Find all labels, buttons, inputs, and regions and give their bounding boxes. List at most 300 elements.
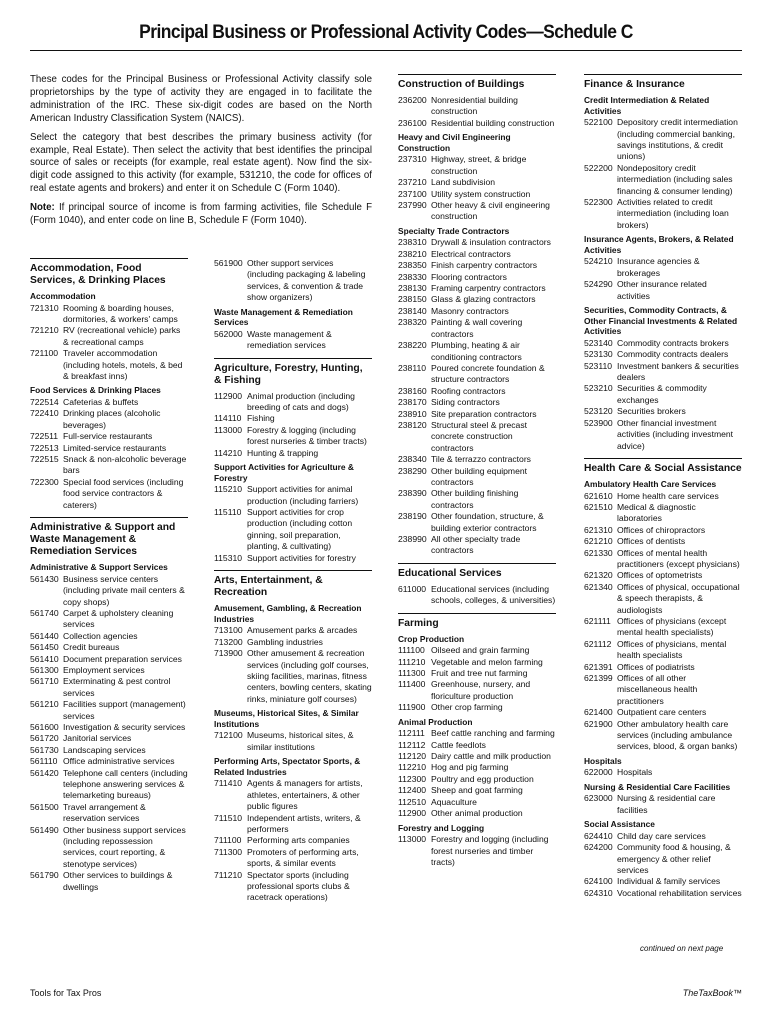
- code-entry: [584, 582, 742, 616]
- activity-description: Offices of optometrists: [617, 570, 703, 581]
- code-entry: [214, 835, 372, 846]
- activity-code: 621310: [584, 524, 613, 535]
- code-entry: [30, 654, 188, 665]
- activity-description: Securities & commodity exchanges: [617, 383, 707, 405]
- column-4: [584, 68, 742, 899]
- activity-code: 523900: [584, 417, 613, 428]
- code-entry: [398, 260, 556, 271]
- code-entry: [398, 774, 556, 785]
- activity-code: 722515: [30, 454, 59, 465]
- activity-description: RV (recreational vehicle) parks & recreational camps: [63, 325, 181, 347]
- activity-description: Structural steel & precast concrete construction contractors: [431, 419, 528, 453]
- activity-code: 237100: [398, 188, 427, 199]
- code-entry: [30, 756, 188, 767]
- activity-code: 237310: [398, 154, 427, 165]
- code-entry: [398, 118, 556, 129]
- activity-description: Full-service restaurants: [63, 431, 153, 442]
- activity-code: 722513: [30, 442, 59, 453]
- code-entry: [214, 637, 372, 648]
- code-entry: [398, 249, 556, 260]
- subsection-heading: Credit Intermediation & Related Activities: [584, 95, 710, 116]
- activity-description: Offices of physicians (except mental health specialists): [617, 615, 727, 638]
- activity-code: 111400: [398, 679, 426, 690]
- activity-description: Facilities support (management) services: [63, 699, 186, 721]
- activity-code: 112111: [398, 728, 425, 739]
- activity-code: 621340: [584, 581, 613, 592]
- activity-code: 523120: [584, 406, 613, 417]
- code-entry: [30, 574, 188, 608]
- code-entry: [30, 802, 188, 825]
- activity-description: Independent artists, writers, & performers: [247, 812, 361, 834]
- activity-description: Animal production (including breeding of cats and dogs): [247, 390, 355, 413]
- activity-description: Utility system construction: [431, 188, 531, 199]
- code-entry: [398, 154, 556, 177]
- activity-code: 711300: [214, 846, 243, 857]
- activity-code: 238110: [398, 362, 427, 373]
- activity-description: Business service centers (including private mail centers & copy shops): [63, 573, 185, 607]
- code-entry: [398, 386, 556, 397]
- code-entry: [584, 418, 742, 452]
- activity-code: 721310: [30, 302, 59, 313]
- code-entry: [584, 383, 742, 406]
- activity-code: 624100: [584, 876, 613, 887]
- activity-code: 238190: [398, 511, 427, 522]
- code-entry: [398, 785, 556, 796]
- section-heading: Arts, Entertainment, & Recreation: [214, 570, 372, 599]
- activity-code: 112510: [398, 796, 427, 807]
- code-entry: [30, 477, 188, 511]
- code-entry: [214, 553, 372, 564]
- code-entry: [214, 413, 372, 424]
- code-entry: [398, 397, 556, 408]
- activity-description: Hog and pig farming: [431, 762, 509, 773]
- activity-description: Community food & housing, & emergency & other relief services: [617, 842, 731, 876]
- code-entry: [584, 502, 742, 525]
- subsection-heading: Food Services & Drinking Places: [30, 385, 161, 396]
- code-entry: [30, 431, 188, 442]
- activity-description: Offices of physicians, mental health specialists: [617, 638, 727, 661]
- note-text: If principal source of income is from farming activities, file Schedule F (Form 1040), and enter code on line B, Schedule F (Form 1040).: [30, 202, 372, 227]
- activity-code: 561210: [30, 699, 59, 710]
- code-entry: [398, 95, 556, 118]
- code-entry: [584, 349, 742, 360]
- code-entry: [584, 767, 742, 778]
- activity-code: 238910: [398, 408, 427, 419]
- code-entry: [398, 454, 556, 465]
- code-entry: [30, 397, 188, 408]
- subsection-heading: Heavy and Civil Engineering Construction: [398, 132, 511, 153]
- activity-code: 621320: [584, 570, 613, 581]
- code-entry: [398, 340, 556, 363]
- activity-code: 713100: [214, 625, 243, 636]
- activity-description: Land subdivision: [431, 177, 496, 188]
- code-entry: [214, 625, 372, 636]
- section-heading: Accommodation, Food Services, & Drinking Places: [30, 258, 188, 287]
- activity-code: 622000: [584, 767, 613, 778]
- code-entry: [214, 258, 372, 304]
- code-entry: [584, 338, 742, 349]
- code-entry: [398, 466, 556, 489]
- activity-description: Other support services (including packaging & labeling services, & convention & trade show organizers): [247, 258, 366, 303]
- activity-code: 238290: [398, 465, 427, 476]
- activity-code: 237210: [398, 177, 427, 188]
- activity-description: Support activities for forestry: [247, 552, 356, 563]
- activity-code: 624310: [584, 887, 613, 898]
- activity-description: Waste management & remediation services: [247, 328, 332, 351]
- subsection-heading: Administrative & Support Services: [30, 562, 168, 573]
- activity-description: Exterminating & pest control services: [63, 676, 171, 698]
- activity-code: 561740: [30, 607, 59, 618]
- code-entry: [398, 283, 556, 294]
- activity-code: 238390: [398, 488, 427, 499]
- activity-description: Other building finishing contractors: [431, 488, 519, 510]
- section-heading: Farming: [398, 613, 556, 630]
- activity-code: 238320: [398, 317, 427, 328]
- code-entry: [584, 793, 742, 816]
- activity-description: Drinking places (alcoholic beverages): [63, 408, 161, 430]
- code-entry: [214, 425, 372, 448]
- activity-code: 236100: [398, 117, 427, 128]
- subsection-heading: Animal Production: [398, 716, 473, 727]
- activity-description: Offices of dentists: [617, 536, 686, 547]
- activity-code: 621111: [584, 615, 611, 626]
- activity-description: Document preparation services: [63, 653, 182, 664]
- activity-code: 624200: [584, 842, 613, 853]
- activity-code: 721210: [30, 325, 59, 336]
- code-entry: [214, 847, 372, 870]
- subsection-heading: Accommodation: [30, 291, 96, 301]
- code-entry: [398, 363, 556, 386]
- activity-code: 721100: [30, 348, 59, 359]
- code-entry: [30, 454, 188, 477]
- activity-description: Fishing: [247, 413, 275, 424]
- activity-description: Other business support services (including repossession services, court reporting, & stenotype services): [63, 824, 186, 869]
- activity-code: 722300: [30, 476, 59, 487]
- code-entry: [30, 608, 188, 631]
- activity-code: 722410: [30, 408, 59, 419]
- activity-description: Activities related to credit intermediation (including loan brokers): [617, 197, 729, 230]
- activity-code: 112400: [398, 785, 427, 796]
- activity-code: 522100: [584, 117, 613, 128]
- code-entry: [398, 645, 556, 656]
- code-entry: [584, 525, 742, 536]
- activity-code: 713200: [214, 636, 243, 647]
- subsection-heading: Museums, Historical Sites, & Similar Institutions: [214, 708, 359, 729]
- code-entry: [30, 631, 188, 642]
- code-entry: [398, 751, 556, 762]
- activity-code: 112112: [398, 739, 426, 750]
- activity-code: 113000: [214, 424, 243, 435]
- activity-code: 523210: [584, 383, 613, 394]
- activity-description: Forestry & logging (including forest nurseries & timber tracts): [247, 424, 367, 447]
- activity-code: 111210: [398, 656, 426, 667]
- code-entry: [398, 740, 556, 751]
- activity-description: Roofing contractors: [431, 385, 506, 396]
- activity-description: Gambling industries: [247, 636, 323, 647]
- activity-description: Offices of physical, occupational & speech therapists, & audiologists: [617, 581, 740, 615]
- activity-description: Cafeterias & buffets: [63, 397, 139, 408]
- subsection-heading: Support Activities for Agriculture & Forestry: [214, 462, 354, 483]
- activity-code: 112120: [398, 751, 427, 762]
- subsection-heading: Performing Arts, Spectator Sports, & Related Industries: [214, 756, 361, 777]
- activity-code: 522300: [584, 197, 613, 208]
- activity-code: 561710: [30, 676, 59, 687]
- activity-code: 523110: [584, 360, 613, 371]
- activity-description: Sheep and goat farming: [431, 785, 523, 796]
- code-entry: [214, 778, 372, 812]
- code-entry: [398, 306, 556, 317]
- code-entry: [30, 443, 188, 454]
- footer-right: TheTaxBook™: [682, 988, 742, 998]
- activity-code: 561430: [30, 573, 59, 584]
- code-entry: [214, 391, 372, 414]
- activity-code: 561440: [30, 630, 59, 641]
- code-entry: [398, 511, 556, 534]
- code-entry: [30, 676, 188, 699]
- activity-code: 621112: [584, 638, 612, 649]
- code-entry: [584, 831, 742, 842]
- activity-code: 238170: [398, 397, 427, 408]
- subsection-heading: Social Assistance: [584, 819, 655, 830]
- subsection-heading: Specialty Trade Contractors: [398, 225, 510, 236]
- activity-code: 238160: [398, 385, 427, 396]
- activity-description: Other crop farming: [431, 702, 503, 713]
- code-entry: [398, 728, 556, 739]
- activity-description: Performing arts companies: [247, 835, 350, 846]
- activity-code: 236200: [398, 95, 427, 105]
- activity-description: Hospitals: [617, 767, 653, 778]
- code-entry: [30, 870, 188, 893]
- activity-description: Support activities for animal production (including farriers): [247, 484, 359, 506]
- code-entry: [30, 642, 188, 653]
- activity-description: Masonry contractors: [431, 305, 509, 316]
- activity-description: Other services to buildings & dwellings: [63, 870, 173, 892]
- activity-code: 238140: [398, 305, 427, 316]
- activity-code: 621399: [584, 673, 613, 683]
- code-entry: [398, 762, 556, 773]
- activity-code: 611000: [398, 583, 427, 594]
- activity-description: Painting & wall covering contractors: [431, 317, 523, 339]
- activity-description: Other foundation, structure, & building exterior contractors: [431, 511, 544, 533]
- activity-description: Other ambulatory health care services (including ambulance services, blood, & organ banks): [617, 718, 738, 752]
- activity-code: 561600: [30, 721, 59, 732]
- activity-code: 561300: [30, 664, 59, 675]
- code-entry: [214, 448, 372, 459]
- code-entry: [398, 294, 556, 305]
- activity-code: 523140: [584, 337, 613, 348]
- code-entry: [398, 200, 556, 223]
- activity-description: Landscaping services: [63, 744, 146, 755]
- code-entry: [30, 348, 188, 382]
- subsection-heading: Nursing & Residential Care Facilities: [584, 781, 731, 792]
- intro: [30, 74, 372, 234]
- activity-code: 621400: [584, 707, 613, 718]
- activity-code: 561900: [214, 258, 243, 268]
- activity-code: 238150: [398, 294, 427, 305]
- activity-description: Poured concrete foundation & structure contractors: [431, 362, 545, 385]
- activity-description: Drywall & insulation contractors: [431, 237, 551, 248]
- activity-description: Depository credit intermediation (including commercial banking, savings institutions, & credit unions): [617, 117, 738, 162]
- activity-description: Janitorial services: [63, 733, 132, 744]
- activity-description: Offices of chiropractors: [617, 524, 706, 535]
- activity-description: Other amusement & recreation services (including golf courses, skiing facilities, marinas, fitness centers, bowling centers, skating rinks, miniature golf courses): [247, 648, 372, 704]
- column-3: [398, 68, 556, 868]
- activity-description: Office administrative services: [63, 756, 175, 767]
- code-entry: [214, 870, 372, 904]
- activity-code: 711100: [214, 835, 242, 846]
- activity-code: 712100: [214, 730, 243, 741]
- activity-description: Greenhouse, nursery, and floriculture production: [431, 679, 531, 701]
- code-entry: [30, 325, 188, 348]
- code-entry: [584, 491, 742, 502]
- activity-description: Insurance agencies & brokerages: [617, 256, 700, 278]
- activity-description: Rooming & boarding houses, dormitories, & workers' camps: [63, 302, 178, 324]
- activity-description: Employment services: [63, 664, 145, 675]
- code-entry: [584, 673, 742, 707]
- column-1: [30, 252, 188, 893]
- activity-code: 561410: [30, 653, 59, 664]
- activity-description: Nondepository credit intermediation (including sales financing & consumer lending): [617, 162, 733, 196]
- code-entry: [398, 679, 556, 702]
- code-entry: [398, 668, 556, 679]
- activity-code: 561420: [30, 767, 59, 778]
- activity-description: Electrical contractors: [431, 248, 511, 259]
- activity-description: Museums, historical sites, & similar institutions: [247, 730, 354, 752]
- activity-description: Commodity contracts brokers: [617, 337, 729, 348]
- activity-code: 722511: [30, 431, 59, 442]
- activity-code: 711210: [214, 869, 243, 880]
- activity-code: 111300: [398, 668, 426, 679]
- activity-description: Site preparation contractors: [431, 408, 537, 419]
- code-entry: [584, 361, 742, 384]
- code-entry: [398, 237, 556, 248]
- activity-description: Medical & diagnostic laboratories: [617, 501, 696, 524]
- activity-code: 238990: [398, 534, 427, 544]
- section-heading: Administrative & Support and Waste Management & Remediation Services: [30, 517, 188, 558]
- code-entry: [398, 702, 556, 713]
- activity-code: 621900: [584, 718, 613, 729]
- activity-description: Limited-service restaurants: [63, 442, 167, 453]
- activity-code: 623000: [584, 793, 613, 804]
- activity-code: 621210: [584, 536, 613, 547]
- activity-code: 621330: [584, 547, 613, 558]
- activity-code: 621510: [584, 501, 613, 512]
- continued-note: continued on next page: [640, 944, 724, 953]
- activity-code: 562000: [214, 328, 243, 339]
- activity-description: Home health care services: [617, 490, 719, 501]
- activity-description: Carpet & upholstery cleaning services: [63, 607, 174, 630]
- activity-code: 524290: [584, 279, 613, 290]
- code-entry: [584, 570, 742, 581]
- code-entry: [398, 797, 556, 808]
- activity-description: Aquaculture: [431, 796, 477, 807]
- activity-description: Poultry and egg production: [431, 773, 534, 784]
- activity-description: Vegetable and melon farming: [431, 656, 543, 667]
- activity-description: Telephone call centers (including telephone answering services & telemarketing bureaus): [63, 767, 188, 801]
- activity-description: Dairy cattle and milk production: [431, 751, 551, 762]
- activity-code: 115310: [214, 552, 243, 563]
- activity-description: Finish carpentry contractors: [431, 260, 538, 271]
- activity-code: 112900: [214, 390, 243, 401]
- activity-code: 561490: [30, 824, 59, 835]
- code-entry: [584, 888, 742, 899]
- activity-description: Forestry and logging (including forest nurseries and timber tracts): [431, 834, 549, 867]
- activity-description: Travel arrangement & reservation services: [63, 801, 146, 824]
- section-heading: Health Care & Social Assistance: [584, 458, 742, 475]
- activity-description: Beef cattle ranching and farming: [431, 728, 555, 739]
- activity-description: Snack & non-alcoholic beverage bars: [63, 454, 187, 476]
- activity-description: Promoters of performing arts, sports, & similar events: [247, 846, 359, 869]
- code-entry: [398, 584, 556, 607]
- code-entry: [584, 163, 742, 197]
- activity-description: Flooring contractors: [431, 271, 507, 282]
- activity-description: Child day care services: [617, 830, 706, 841]
- activity-description: Other building equipment contractors: [431, 465, 528, 487]
- activity-code: 523130: [584, 349, 613, 360]
- activity-code: 115210: [214, 484, 243, 495]
- code-entry: [584, 876, 742, 887]
- code-entry: [584, 548, 742, 571]
- note-label: Note:: [30, 202, 55, 214]
- code-entry: [584, 256, 742, 279]
- subsection-heading: Hospitals: [584, 755, 622, 766]
- section-heading: Construction of Buildings: [398, 74, 556, 91]
- code-entry: [398, 834, 556, 868]
- code-entry: [214, 507, 372, 553]
- code-entry: [214, 648, 372, 705]
- code-entry: [30, 825, 188, 871]
- code-entry: [30, 733, 188, 744]
- section-heading: Educational Services: [398, 563, 556, 580]
- activity-description: Investment bankers & securities dealers: [617, 360, 739, 383]
- activity-description: Offices of all other miscellaneous health practitioners: [617, 673, 698, 706]
- code-entry: [214, 484, 372, 507]
- activity-description: Framing carpentry contractors: [431, 283, 546, 294]
- code-entry: [30, 665, 188, 676]
- code-entry: [398, 534, 556, 557]
- activity-description: Investigation & security services: [63, 721, 186, 732]
- code-entry: [584, 719, 742, 753]
- activity-description: All other specialty trade contractors: [431, 534, 521, 556]
- activity-code: 237990: [398, 200, 427, 211]
- activity-code: 561110: [30, 756, 58, 767]
- code-entry: [30, 722, 188, 733]
- activity-code: 621391: [584, 661, 613, 672]
- activity-description: Other heavy & civil engineering construction: [431, 200, 550, 222]
- activity-code: 238340: [398, 454, 427, 465]
- activity-code: 722514: [30, 397, 59, 408]
- code-entry: [398, 420, 556, 454]
- activity-code: 238120: [398, 419, 427, 430]
- activity-description: Special food services (including food service contractors & caterers): [63, 476, 184, 510]
- activity-code: 238210: [398, 248, 427, 259]
- activity-description: Tile & terrazzo contractors: [431, 454, 531, 465]
- activity-code: 561720: [30, 733, 59, 744]
- intro-paragraph-2: Select the category that best describes the primary business activity (for example, Real Estate). Then select the activity that best identifies the principal source of sales or receipts (for example, real estate agent). Now find the six-digit code assigned to this activity (for example, 531210, the code for offices of real estate agents and brokers) and enter it on Schedule C (Form 1040).: [30, 131, 372, 195]
- code-entry: [398, 808, 556, 819]
- page-title: Principal Business or Professional Activity Codes—Schedule C: [139, 22, 633, 43]
- activity-code: 238330: [398, 271, 427, 282]
- activity-code: 621610: [584, 490, 613, 501]
- activity-description: Glass & glazing contractors: [431, 294, 536, 305]
- activity-code: 114210: [214, 447, 243, 458]
- code-entry: [30, 768, 188, 802]
- code-entry: [30, 745, 188, 756]
- subsection-heading: Forestry and Logging: [398, 822, 485, 833]
- activity-description: Traveler accommodation (including hotels, motels, & bed & breakfast inns): [63, 348, 183, 382]
- code-entry: [398, 177, 556, 188]
- code-entry: [398, 317, 556, 340]
